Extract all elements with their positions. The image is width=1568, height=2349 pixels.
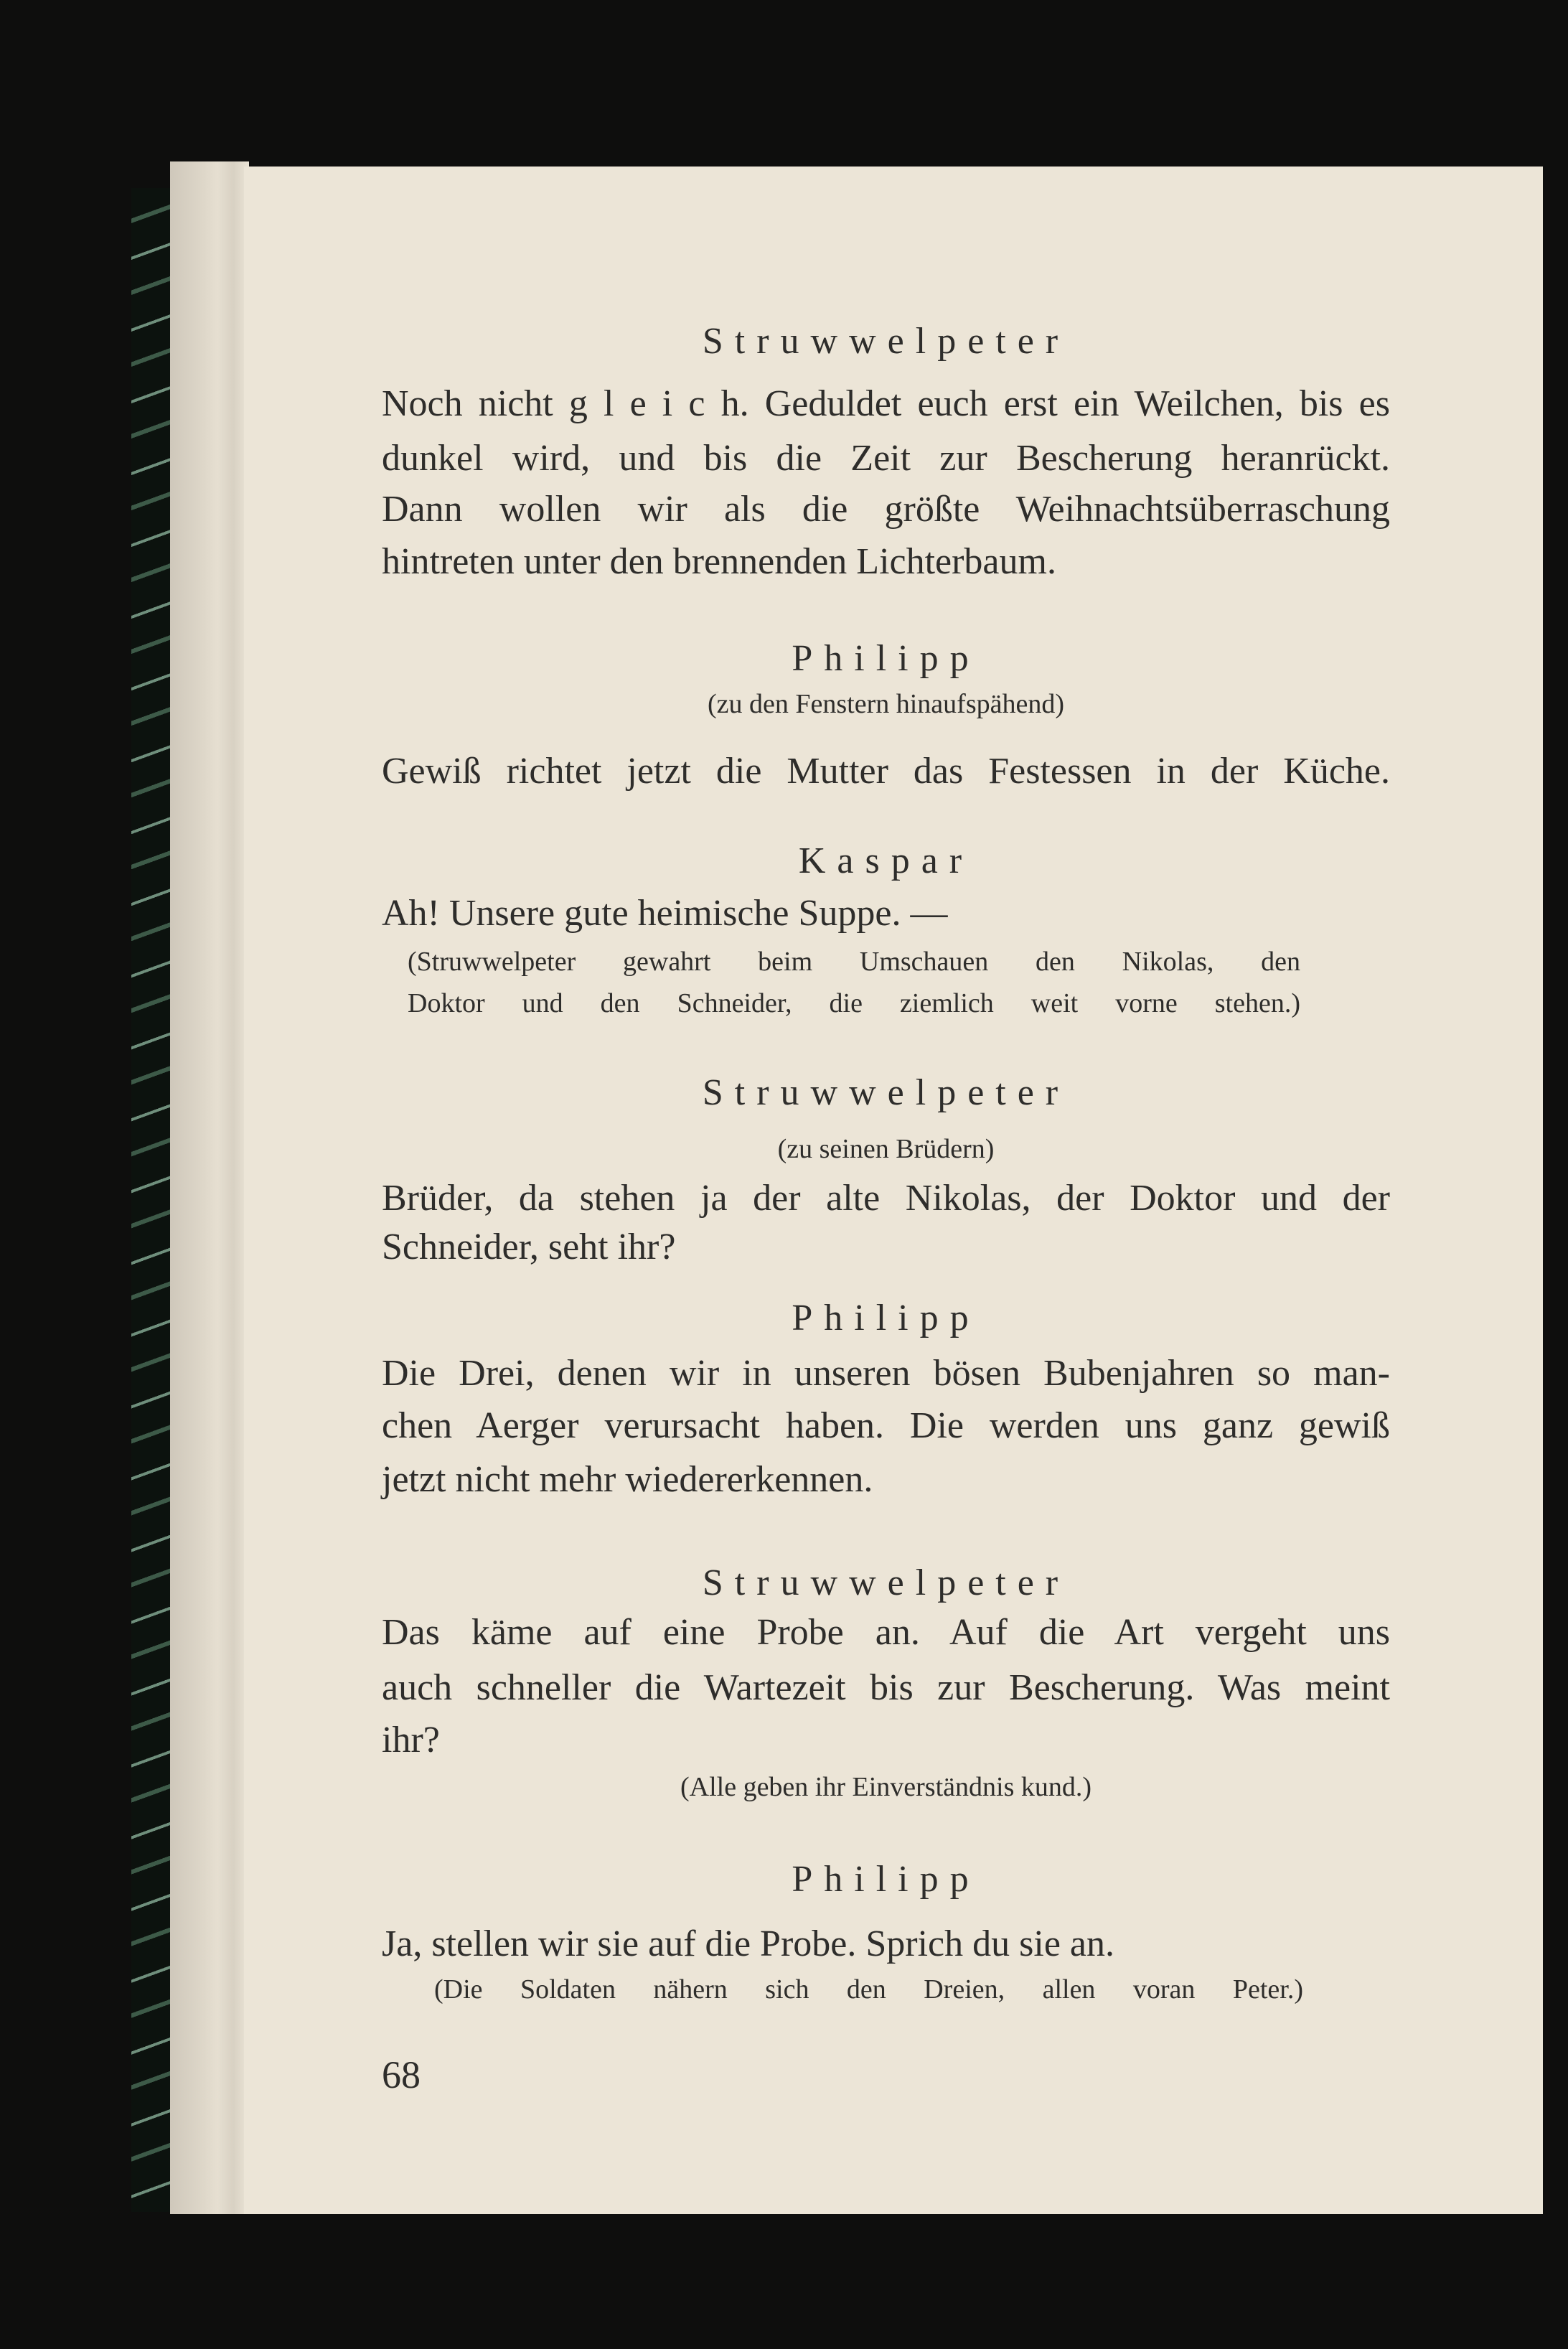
speech-line: Ja, stellen wir sie auf die Probe. Sprich du sie an. <box>382 1923 1114 1964</box>
page-number: 68 <box>382 2053 421 2096</box>
stage-direction: (Die Soldaten nähern sich den Dreien, allen voran Peter.) <box>434 1974 1303 2005</box>
speech-line: Brüder, da stehen ja der alte Nikolas, der Doktor und der <box>382 1178 1390 1219</box>
speech-line: Dann wollen wir als die größte Weihnachtsüberraschung <box>382 489 1390 530</box>
speech-line: Gewiß richtet jetzt die Mutter das Festessen in der Küche. <box>382 751 1390 792</box>
speech-line: Die Drei, denen wir in unseren bösen Bubenjahren so man- <box>382 1353 1390 1394</box>
stage-direction: Doktor und den Schneider, die ziemlich weit vorne stehen.) <box>408 988 1300 1018</box>
stage-direction: (zu seinen Brüdern) <box>777 1134 995 1164</box>
page-edges <box>170 161 249 2214</box>
stage-direction: (Alle geben ihr Einverständnis kund.) <box>680 1772 1092 1802</box>
speech-line: jetzt nicht mehr wiedererkennen. <box>382 1459 873 1500</box>
stage-direction: (zu den Fenstern hinaufspähend) <box>707 689 1064 719</box>
speaker-name: Philipp <box>792 1298 980 1338</box>
speech-line: auch schneller die Wartezeit bis zur Bescherung. Was meint <box>382 1667 1390 1708</box>
speaker-name: Philipp <box>792 638 980 679</box>
speaker-name: Kaspar <box>798 840 974 881</box>
speech-line: dunkel wird, und bis die Zeit zur Bescherung heranrückt. <box>382 438 1390 479</box>
speech-line: Das käme auf eine Probe an. Auf die Art vergeht uns <box>382 1612 1390 1653</box>
speech-line: ihr? <box>382 1720 440 1760</box>
speech-line: chen Aerger verursacht haben. Die werden uns ganz gewiß <box>382 1405 1390 1446</box>
speech-line: Schneider, seht ihr? <box>382 1227 676 1267</box>
stage-direction: (Struwwelpeter gewahrt beim Umschauen den Nikolas, den <box>408 947 1300 977</box>
speech-line: hintreten unter den brennenden Lichterbaum. <box>382 541 1056 582</box>
speaker-name: Struwwelpeter <box>702 1562 1070 1603</box>
speech-line: Noch nicht g l e i c h. Geduldet euch erst ein Weilchen, bis es <box>382 383 1390 424</box>
book-spine <box>131 188 172 2212</box>
speaker-name: Struwwelpeter <box>702 1072 1070 1113</box>
speaker-name: Philipp <box>792 1859 980 1900</box>
speech-line: Ah! Unsere gute heimische Suppe. — <box>382 893 948 934</box>
speaker-name: Struwwelpeter <box>702 321 1070 362</box>
